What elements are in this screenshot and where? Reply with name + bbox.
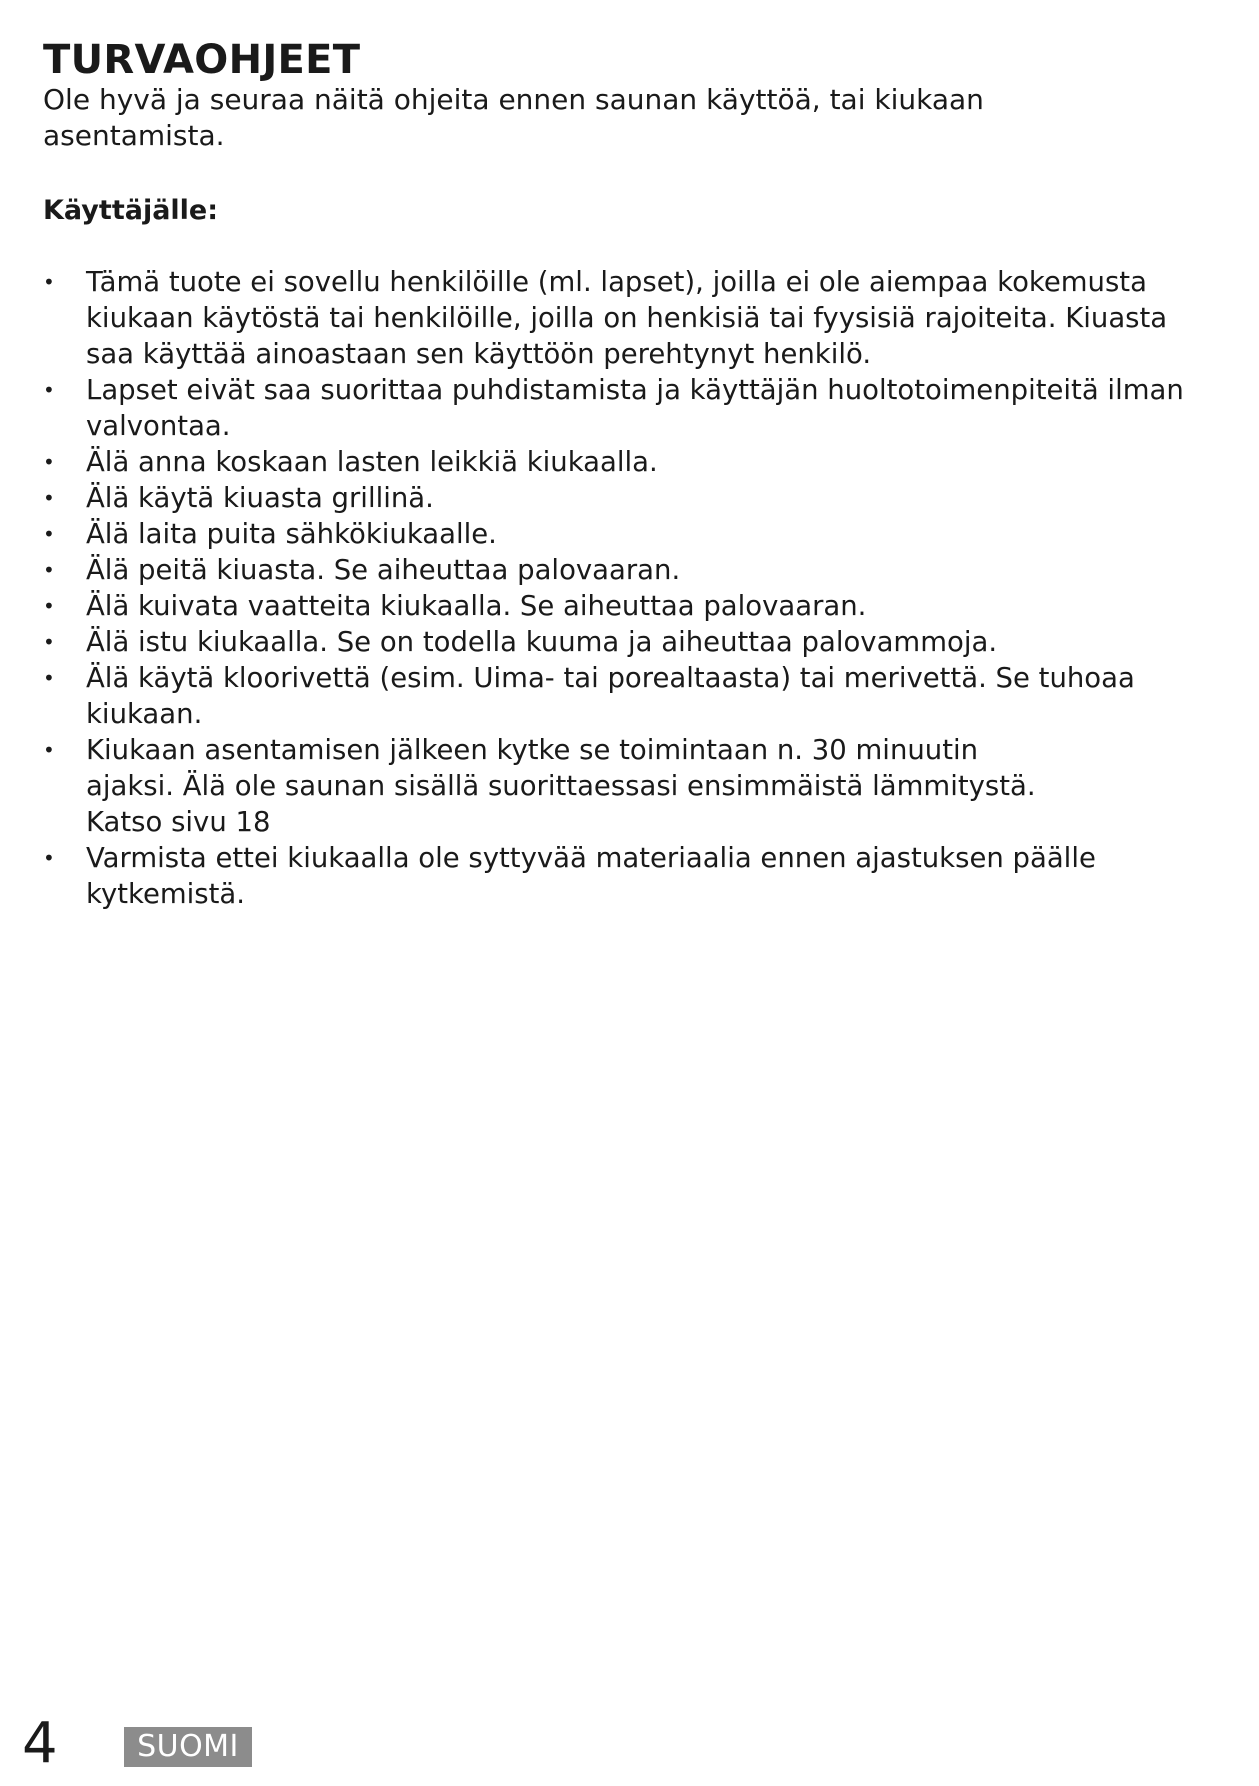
list-item-text: Varmista ettei kiukaalla ole syttyvää materiaalia ennen ajastuksen päälle kytkemistä. — [86, 842, 1096, 910]
list-item-text: Älä anna koskaan lasten leikkiä kiukaalla. — [86, 446, 658, 478]
bullet-icon: • — [43, 666, 55, 690]
list-item — [43, 264, 1206, 372]
list-item-text: Älä käytä kloorivettä (esim. Uima- tai porealtaasta) tai merivettä. Se tuhoaa kiukaan. — [86, 662, 1135, 730]
list-item — [43, 840, 1243, 912]
bullet-icon: • — [43, 450, 55, 474]
list-item-text: Tämä tuote ei sovellu henkilöille (ml. lapset), joilla ei ole aiempaa kokemusta kiukaan käytöstä tai henkilöille, joilla on henkisiä tai fyysisiä rajoiteita. Kiuasta saa käyttää ainoastaan sen käyttöön perehtynyt henkilö. — [86, 266, 1168, 370]
list-item-text: Älä peitä kiuasta. Se aiheuttaa palovaaran. — [86, 554, 681, 586]
list-item — [43, 444, 1243, 480]
bullet-icon: • — [43, 594, 55, 618]
page-number: 4 — [22, 1711, 58, 1776]
bullet-icon: • — [43, 558, 55, 582]
language-badge: SUOMI — [124, 1727, 252, 1767]
bullet-icon: • — [43, 486, 55, 510]
list-item — [43, 516, 1243, 552]
bullet-icon: • — [43, 738, 55, 762]
list-item — [43, 588, 1243, 624]
list-item-text: Kiukaan asentamisen jälkeen kytke se toimintaan n. 30 minuutin ajaksi. Älä ole saunan sisällä suorittaessasi ensimmäistä lämmitystä. Katso sivu 18 — [86, 734, 1036, 838]
list-item-text: Älä kuivata vaatteita kiukaalla. Se aiheuttaa palovaaran. — [86, 590, 867, 622]
bullet-icon: • — [43, 270, 55, 294]
intro-paragraph: Ole hyvä ja seuraa näitä ohjeita ennen saunan käyttöä, tai kiukaan asentamista. — [43, 83, 984, 152]
list-item — [43, 372, 1206, 444]
list-item — [43, 624, 1243, 660]
list-item — [43, 480, 1243, 516]
bullet-icon: • — [43, 522, 55, 546]
section-heading: Käyttäjälle: — [43, 195, 219, 226]
bullet-icon: • — [43, 378, 55, 402]
safety-instructions-list — [43, 264, 1243, 912]
list-item-text: Lapset eivät saa suorittaa puhdistamista ja käyttäjän huoltotoimenpiteitä ilman valvontaa. — [86, 374, 1184, 442]
bullet-icon: • — [43, 630, 55, 654]
bullet-icon: • — [43, 846, 55, 870]
list-item-text: Älä käytä kiuasta grillinä. — [86, 482, 434, 514]
list-item — [43, 732, 1046, 840]
list-item-text: Älä laita puita sähkökiukaalle. — [86, 518, 497, 550]
list-item — [43, 660, 1243, 732]
list-item-text: Älä istu kiukaalla. Se on todella kuuma ja aiheuttaa palovammoja. — [86, 626, 998, 658]
page-title: TURVAOHJEET — [43, 37, 361, 83]
list-item — [43, 552, 1243, 588]
